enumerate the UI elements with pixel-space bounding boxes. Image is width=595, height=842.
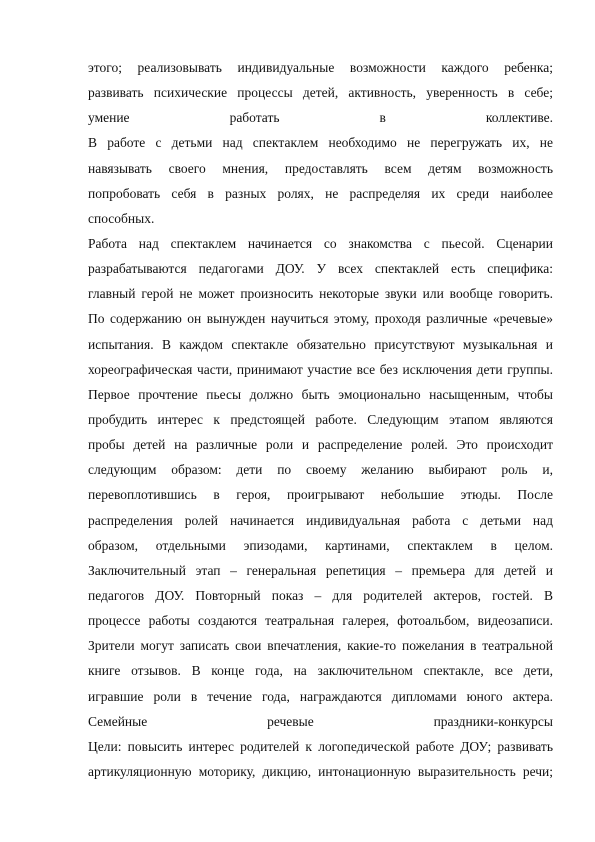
text-line: книге отзывов. В конце года, на заключительном спектакле, все дети, [88,663,553,679]
text-line: Цели: повысить интерес родителей к логопедической работе ДОУ; развивать [88,738,553,754]
text-line: Зрители могут записать свои впечатления, какие-то пожелания в театральной [88,638,553,654]
text-line: хореографическая части, принимают участие все без исключения дети группы. [88,361,553,377]
text-line: По содержанию он вынужден научиться этому, проходя различные «речевые» [88,311,553,327]
text-line: этого; реализовывать индивидуальные возможности каждого ребенка; [88,60,553,75]
text-line: Первое прочтение пьесы должно быть эмоционально насыщенным, чтобы [88,386,553,402]
text-line: попробовать себя в разных ролях, не распределяя их среди наиболее [88,185,553,201]
text-line: педагогов ДОУ. Повторный показ – для родителей актеров, гостей. В [88,587,553,603]
text-line: игравшие роли в течение года, награждаются дипломами юного актера. [88,688,553,704]
text-line: пробы детей на различные роли и распределение ролей. Это происходит [88,437,553,453]
text-line: испытания. В каждом спектакле обязательно присутствуют музыкальная и [88,336,553,352]
text-line: пробудить интерес к предстоящей работе. Следующим этапом являются [88,411,553,427]
body-text [88,55,553,784]
text-line: В работе с детьми над спектаклем необходимо не перегружать их, не [88,135,553,151]
text-line: артикуляционную моторику, дикцию, интонационную выразительность речи; [88,763,553,779]
text-line: перевоплотившись в героя, проигрывают небольшие этюды. После [88,487,553,503]
text-line: разрабатываются педагогами ДОУ. У всех спектаклей есть специфика: [88,261,553,277]
text-line: главный герой не может произносить некоторые звуки или вообще говорить. [88,286,553,302]
text-line: способных. [88,210,155,226]
text-line: навязывать своего мнения, предоставлять всем детям возможность [88,160,553,176]
text-line: процессе работы создаются театральная галерея, фотоальбом, видеозаписи. [88,613,553,629]
text-line: Заключительный этап – генеральная репетиция – премьера для детей и [88,562,553,578]
text-line: образом, отдельными эпизодами, картинами, спектаклем в целом. [88,537,553,553]
text-line: Семейные речевые праздники-конкурсы [88,713,553,729]
text-line: умение работать в коллективе. [88,110,553,126]
text-line: развивать психические процессы детей, активность, уверенность в себе; [88,85,553,101]
text-line: Работа над спектаклем начинается со знакомства с пьесой. Сценарии [88,235,553,251]
text-line: распределения ролей начинается индивидуальная работа с детьми над [88,512,553,528]
text-line: следующим образом: дети по своему желанию выбирают роль и, [88,462,553,478]
